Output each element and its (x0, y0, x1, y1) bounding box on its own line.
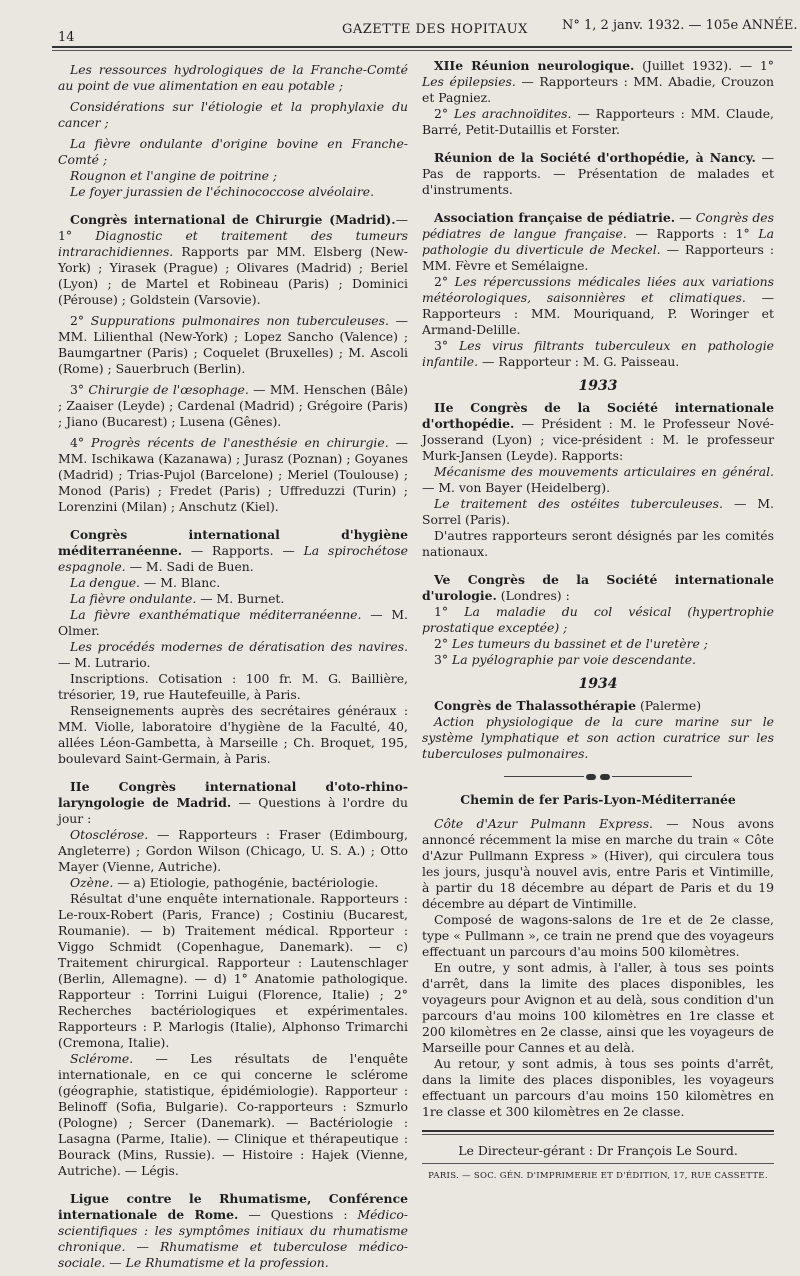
rail-paragraph: Au retour, y sont admis, à tous ses points d'arrêt, dans la limite des places disponibles, les voyageurs effectuant un parcours d'au moins 150 kilomètres en 1re classe et 300 kilomètres en 2e classe. (422, 1056, 774, 1119)
section-heading: Réunion de la Société d'orthopédie, à Nancy. (434, 150, 756, 165)
topic-item: La fièvre ondulante d'origine bovine en Franche-Comté ; (58, 136, 408, 167)
uro-item: 2° Les tumeurs du bassinet et de l'uretère ; (434, 636, 708, 651)
assoc-pediatrie: Association française de pédiatrie. — Congrès des pédiatres de langue française. — Rapports : 1° La pathologie du diverticule de Meckel. — Rapporteurs : MM. Fèvre et Semélaigne. (422, 210, 775, 273)
year-heading: 1933 (578, 378, 618, 394)
hygiene-item: La fièvre ondulante. — M. Burnet. (70, 591, 285, 606)
hygiene-item: La fièvre exanthématique méditerranéenne. — M. Olmer. (58, 607, 408, 638)
section-heading: Ve Congrès de la Société internationale d'urologie. (422, 572, 774, 603)
oto-item: Otosclérose. — Rapporteurs : Fraser (Edimbourg, Angleterre) ; Gordon Wilson (Chicago, U. S. A.) ; Otto Mayer (Vienne, Autriche). (58, 827, 408, 874)
section-heading: Association française de pédiatrie. (434, 210, 676, 225)
reunion-ortho: Réunion de la Société d'orthopédie, à Nancy. — Pas de rapports. — Présentation de malades et d'instruments. (422, 150, 774, 197)
hygiene-renseignements: Renseignements auprès des secrétaires généraux : MM. Violle, laboratoire d'hygiène de la Faculté, 40, allées Léon-Gambetta, à Marseille ; Ch. Broquet, 195, boulevard Saint-Germain, à Paris. (58, 703, 408, 766)
uro-item: 3° La pyélographie par voie descendante. (434, 652, 696, 667)
hygiene-item: Les procédés modernes de dératisation des navires. — M. Lutrario. (58, 639, 408, 670)
ortho-item: Le traitement des ostéites tuberculeuses. — M. Sorrel (Paris). (422, 496, 774, 527)
topic-item: Les ressources hydrologiques de la Franche-Comté au point de vue alimentation en eau potable ; (58, 62, 408, 93)
rail-paragraph: En outre, y sont admis, à l'aller, à tous ses points d'arrêt, dans la limite des places disponibles, les voyageurs pour Avignon et au delà, sous condition d'un parcours d'au moins 100 kilomètres en 1re classe et 200 kilomètres en 2e classe, ainsi que les voyageurs de Marseille pour Cannes et au delà. (422, 960, 774, 1055)
section-heading: Ligue contre le Rhumatisme, Conférence internationale de Rome. (58, 1191, 408, 1222)
printer-line: PARIS. — SOC. GÉN. D'IMPRIMERIE ET D'ÉDITION, 17, RUE CASSETTE. (422, 1163, 774, 1184)
section-heading: Congrès international de Chirurgie (Madrid). (70, 212, 396, 227)
footer-rule-thin (422, 1134, 774, 1135)
page-number: 14 (58, 30, 75, 45)
congres-thalasso: Congrès de Thalassothérapie (Palerme) (434, 698, 702, 713)
topic-item: Rougnon et l'angine de poitrine ; (70, 168, 278, 183)
journal-title: GAZETTE DES HOPITAUX (342, 22, 528, 37)
topic-item: Le foyer jurassien de l'échinococcose alvéolaire. (70, 184, 375, 199)
section-heading: IIe Congrès de la Société internationale d'orthopédie. (422, 400, 774, 431)
left-column (58, 62, 408, 1276)
section-heading: Congrès international d'hygiène méditerranéenne. (58, 527, 408, 558)
rail-paragraph: Composé de wagons-salons de 1re et de 2e classe, type « Pullmann », ce train ne prend que des voyageurs effectuant un parcours d'au moins 500 kilomètres. (422, 912, 774, 959)
congres-hygiene: Congrès international d'hygiène méditerranéenne. — Rapports. — La spirochétose espagnole. — M. Sadi de Buen. (58, 527, 408, 574)
congres-ortho-intl: IIe Congrès de la Société internationale d'orthopédie. — Président : M. le Professeur Nové-Josserand (Lyon) ; vice-président : M. le professeur Murk-Jansen (Leyde). Rapports: (422, 400, 774, 463)
rail-paragraph: Côte d'Azur Pulmann Express. — Nous avons annoncé récemment la mise en marche du train « Côte d'Azur Pullmann Express » (Hiver), qui circulera tous les jours, jusqu'à nouvel avis, entre Paris et Vintimille, à partir du 18 décembre au départ de Paris et du 19 décembre au départ de Vintimille. (422, 816, 774, 911)
issue-info: N° 1, 2 janv. 1932. — 105e ANNÉE. (562, 18, 798, 33)
ortho-item: D'autres rapporteurs seront désignés par les comités nationaux. (422, 528, 774, 559)
ortho-item: Mécanisme des mouvements articulaires en général. — M. von Bayer (Heidelberg). (422, 464, 774, 495)
topic-item: Considérations sur l'étiologie et la prophylaxie du cancer ; (58, 99, 408, 130)
oto-item: Résultat d'une enquête internationale. Rapporteurs : Le-roux-Robert (Paris, France) ; Costiniu (Bucarest, Roumanie). — b) Traitement médical. Rpporteur : Viggo Schmidt (Copenhague, Danemark). — c) Traitement chirurgical. Rapporteur : Lautenschlager (Berlin, Allemagne). — d) 1° Anatomie pathologique. Rapporteur : Torrini Luigui (Florence, Italie) ; 2° Recherches bactériologiques et expérimentales. Rapporteurs : P. Marlogis (Italie), Alphonso Trimarchi (Cremona, Italie). (58, 891, 408, 1050)
congres-chirurgie: Congrès international de Chirurgie (Madrid).— 1° Diagnostic et traitement des tumeurs intrarachidiennes. Rapports par MM. Elsberg (New-York) ; Yirasek (Prague) ; Olivares (Madrid) ; Beriel (Lyon) ; de Martel et Robineau (Paris) ; Dominici (Pérouse) ; Goldstein (Varsovie). (58, 212, 408, 307)
director-line: Le Directeur-gérant : Dr François Le Sourd. (458, 1143, 738, 1158)
uro-item: 1° La maladie du col vésical (hypertrophie prostatique exceptée) ; (422, 604, 774, 635)
congres-urologie: Ve Congrès de la Société internationale d'urologie. (Londres) : (422, 572, 774, 603)
oto-item: Sclérome. — Les résultats de l'enquête internationale, en ce qui concerne le sclérome (géographie, statistique, épidémiologie). Rapporteur : Belinoff (Sofia, Bulgarie). Co-rapporteurs : Szmurlo (Pologne) ; Sercer (Danemark). — Bactériologie : Lasagna (Parme, Italie). — Clinique et thérapeutique : Bourack (Mins, Russie). — Histoire : Hajek (Vienne, Autriche). — Légis. (58, 1051, 408, 1178)
rail-heading: Chemin de fer Paris-Lyon-Méditerranée (460, 792, 736, 807)
section-heading: Congrès de Thalassothérapie (434, 698, 636, 713)
header-rule (52, 46, 792, 48)
thalasso-item: Action physiologique de la cure marine sur le système lymphatique et son action curatrice sur les tuberculoses pulmonaires. (422, 714, 774, 761)
page-header (0, 0, 800, 44)
chir-item: 3° Chirurgie de l'œsophage. — MM. Henschen (Bâle) ; Zaaiser (Leyde) ; Cardenal (Madrid) ; Grégoire (Paris) ; Jiano (Bucarest) ; Lusena (Gênes). (58, 382, 408, 429)
right-column (422, 58, 774, 1184)
hygiene-item: La dengue. — M. Blanc. (70, 575, 221, 590)
chir-item: 4° Progrès récents de l'anesthésie en chirurgie. — MM. Ischikawa (Kazanawa) ; Jurasz (Poznan) ; Goyanes (Madrid) ; Trias-Pujol (Barcelone) ; Meriel (Toulouse) ; Monod (Paris) ; Fredet (Paris) ; Uffreduzzi (Turin) ; Lorenzini (Milan) ; Anschutz (Kiel). (58, 435, 408, 514)
pediatrie-item: 2° Les répercussions médicales liées aux variations météorologiques, saisonnières et climatiques. — Rapporteurs : MM. Mouriquand, P. Woringer et Armand-Delille. (422, 274, 774, 337)
header-rule-thin (52, 50, 792, 51)
oto-item: Ozène. — a) Etiologie, pathogénie, bactériologie. (70, 875, 379, 890)
section-heading: XIIe Réunion neurologique. (434, 58, 635, 73)
ligue-rhumatisme: Ligue contre le Rhumatisme, Conférence internationale de Rome. — Questions : Médico-scientifiques : les symptômes initiaux du rhumatisme chronique. — Rhumatisme et tuberculose médico-sociale. — Le Rhumatisme et la profession. (58, 1191, 408, 1270)
congres-oto: IIe Congrès international d'oto-rhino-laryngologie de Madrid. — Questions à l'ordre du jour : (58, 779, 408, 826)
section-heading: IIe Congrès international d'oto-rhino-laryngologie de Madrid. (58, 779, 408, 810)
pediatrie-item: 3° Les virus filtrants tuberculeux en pathologie infantile. — Rapporteur : M. G. Paisseau. (422, 338, 774, 369)
ornament-divider (422, 768, 774, 784)
reunion-neuro: XIIe Réunion neurologique. (Juillet 1932). — 1° Les épilepsies. — Rapporteurs : MM. Abadie, Crouzon et Pagniez. (422, 58, 774, 105)
hygiene-inscriptions: Inscriptions. Cotisation : 100 fr. M. G. Baillière, trésorier, 19, rue Hautefeuille, à Paris. (58, 671, 408, 702)
chir-item: 2° Suppurations pulmonaires non tuberculeuses. — MM. Lilienthal (New-York) ; Lopez Sancho (Valence) ; Baumgartner (Paris) ; Coquelet (Bruxelles) ; M. Ascoli (Rome) ; Sauerbruch (Berlin). (58, 313, 408, 376)
year-heading: 1934 (578, 676, 618, 692)
neuro-item: 2° Les arachnoïdites. — Rapporteurs : MM. Claude, Barré, Petit-Dutaillis et Forster. (422, 106, 774, 137)
